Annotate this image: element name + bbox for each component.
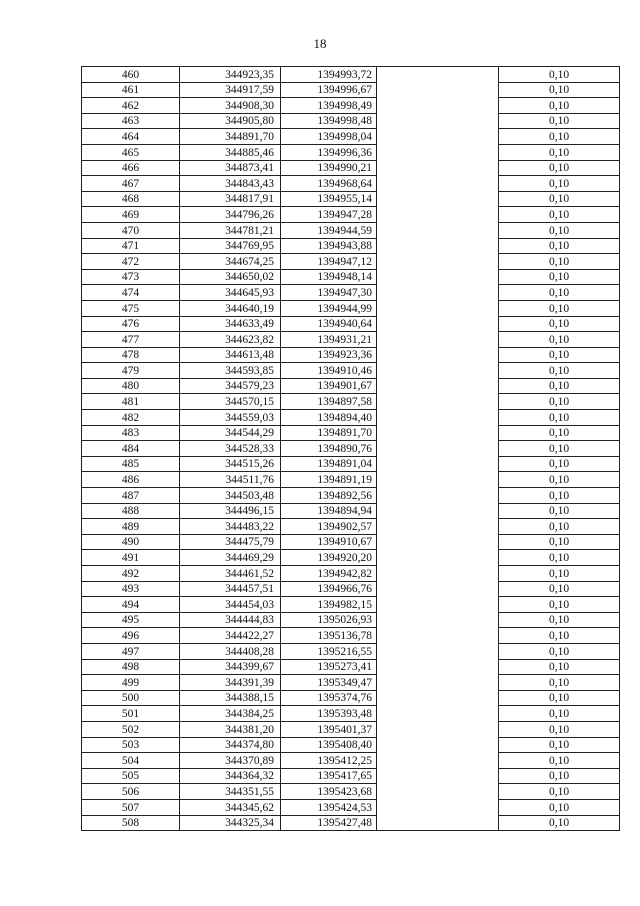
blank-cell bbox=[377, 503, 499, 519]
value-cell: 0,10 bbox=[499, 503, 620, 519]
table-row bbox=[82, 176, 620, 192]
y-coordinate-cell: 1395408,40 bbox=[281, 737, 377, 753]
point-number-cell: 504 bbox=[82, 753, 180, 769]
table-row bbox=[82, 269, 620, 285]
point-number-cell: 491 bbox=[82, 550, 180, 566]
y-coordinate-cell: 1395136,78 bbox=[281, 628, 377, 644]
value-cell: 0,10 bbox=[499, 581, 620, 597]
value-cell: 0,10 bbox=[499, 191, 620, 207]
blank-cell bbox=[377, 815, 499, 831]
blank-cell bbox=[377, 425, 499, 441]
blank-cell bbox=[377, 300, 499, 316]
table-row bbox=[82, 815, 620, 831]
table-row bbox=[82, 67, 620, 83]
value-cell: 0,10 bbox=[499, 394, 620, 410]
point-number-cell: 470 bbox=[82, 222, 180, 238]
point-number-cell: 493 bbox=[82, 581, 180, 597]
point-number-cell: 497 bbox=[82, 643, 180, 659]
y-coordinate-cell: 1394993,72 bbox=[281, 67, 377, 83]
blank-cell bbox=[377, 456, 499, 472]
value-cell: 0,10 bbox=[499, 176, 620, 192]
blank-cell bbox=[377, 612, 499, 628]
value-cell: 0,10 bbox=[499, 378, 620, 394]
table-row bbox=[82, 721, 620, 737]
value-cell: 0,10 bbox=[499, 519, 620, 535]
point-number-cell: 505 bbox=[82, 768, 180, 784]
y-coordinate-cell: 1395412,25 bbox=[281, 753, 377, 769]
value-cell: 0,10 bbox=[499, 144, 620, 160]
value-cell: 0,10 bbox=[499, 721, 620, 737]
value-cell: 0,10 bbox=[499, 566, 620, 582]
x-coordinate-cell: 344399,67 bbox=[180, 659, 281, 675]
x-coordinate-cell: 344388,15 bbox=[180, 690, 281, 706]
y-coordinate-cell: 1394947,12 bbox=[281, 254, 377, 270]
value-cell: 0,10 bbox=[499, 690, 620, 706]
value-cell: 0,10 bbox=[499, 753, 620, 769]
x-coordinate-cell: 344345,62 bbox=[180, 799, 281, 815]
y-coordinate-cell: 1394894,40 bbox=[281, 410, 377, 426]
value-cell: 0,10 bbox=[499, 347, 620, 363]
blank-cell bbox=[377, 753, 499, 769]
point-number-cell: 471 bbox=[82, 238, 180, 254]
y-coordinate-cell: 1394894,94 bbox=[281, 503, 377, 519]
point-number-cell: 478 bbox=[82, 347, 180, 363]
y-coordinate-cell: 1394897,58 bbox=[281, 394, 377, 410]
point-number-cell: 460 bbox=[82, 67, 180, 83]
table-row bbox=[82, 82, 620, 98]
y-coordinate-cell: 1394942,82 bbox=[281, 566, 377, 582]
x-coordinate-cell: 344796,26 bbox=[180, 207, 281, 223]
x-coordinate-cell: 344496,15 bbox=[180, 503, 281, 519]
x-coordinate-cell: 344640,19 bbox=[180, 300, 281, 316]
y-coordinate-cell: 1394910,67 bbox=[281, 534, 377, 550]
value-cell: 0,10 bbox=[499, 768, 620, 784]
value-cell: 0,10 bbox=[499, 488, 620, 504]
x-coordinate-cell: 344370,89 bbox=[180, 753, 281, 769]
blank-cell bbox=[377, 581, 499, 597]
value-cell: 0,10 bbox=[499, 113, 620, 129]
point-number-cell: 506 bbox=[82, 784, 180, 800]
page-number: 18 bbox=[313, 36, 327, 51]
y-coordinate-cell: 1394931,21 bbox=[281, 332, 377, 348]
y-coordinate-cell: 1394998,04 bbox=[281, 129, 377, 145]
y-coordinate-cell: 1394940,64 bbox=[281, 316, 377, 332]
x-coordinate-cell: 344645,93 bbox=[180, 285, 281, 301]
x-coordinate-cell: 344905,80 bbox=[180, 113, 281, 129]
point-number-cell: 479 bbox=[82, 363, 180, 379]
blank-cell bbox=[377, 410, 499, 426]
point-number-cell: 483 bbox=[82, 425, 180, 441]
x-coordinate-cell: 344511,76 bbox=[180, 472, 281, 488]
x-coordinate-cell: 344593,85 bbox=[180, 363, 281, 379]
x-coordinate-cell: 344559,03 bbox=[180, 410, 281, 426]
point-number-cell: 495 bbox=[82, 612, 180, 628]
blank-cell bbox=[377, 378, 499, 394]
x-coordinate-cell: 344623,82 bbox=[180, 332, 281, 348]
y-coordinate-cell: 1394955,14 bbox=[281, 191, 377, 207]
x-coordinate-cell: 344408,28 bbox=[180, 643, 281, 659]
point-number-cell: 477 bbox=[82, 332, 180, 348]
value-cell: 0,10 bbox=[499, 799, 620, 815]
x-coordinate-cell: 344364,32 bbox=[180, 768, 281, 784]
value-cell: 0,10 bbox=[499, 300, 620, 316]
table-row bbox=[82, 425, 620, 441]
value-cell: 0,10 bbox=[499, 534, 620, 550]
table-row bbox=[82, 410, 620, 426]
value-cell: 0,10 bbox=[499, 456, 620, 472]
table-row bbox=[82, 737, 620, 753]
value-cell: 0,10 bbox=[499, 254, 620, 270]
coordinates-table bbox=[81, 66, 620, 831]
y-coordinate-cell: 1394902,57 bbox=[281, 519, 377, 535]
blank-cell bbox=[377, 799, 499, 815]
blank-cell bbox=[377, 643, 499, 659]
blank-cell bbox=[377, 768, 499, 784]
y-coordinate-cell: 1394996,36 bbox=[281, 144, 377, 160]
blank-cell bbox=[377, 254, 499, 270]
point-number-cell: 494 bbox=[82, 597, 180, 613]
y-coordinate-cell: 1394982,15 bbox=[281, 597, 377, 613]
table-row bbox=[82, 799, 620, 815]
table-row bbox=[82, 488, 620, 504]
blank-cell bbox=[377, 207, 499, 223]
point-number-cell: 507 bbox=[82, 799, 180, 815]
point-number-cell: 485 bbox=[82, 456, 180, 472]
value-cell: 0,10 bbox=[499, 737, 620, 753]
x-coordinate-cell: 344843,43 bbox=[180, 176, 281, 192]
table-row bbox=[82, 207, 620, 223]
x-coordinate-cell: 344384,25 bbox=[180, 706, 281, 722]
blank-cell bbox=[377, 129, 499, 145]
table-row bbox=[82, 394, 620, 410]
table-row bbox=[82, 690, 620, 706]
x-coordinate-cell: 344891,70 bbox=[180, 129, 281, 145]
x-coordinate-cell: 344650,02 bbox=[180, 269, 281, 285]
value-cell: 0,10 bbox=[499, 472, 620, 488]
y-coordinate-cell: 1395216,55 bbox=[281, 643, 377, 659]
x-coordinate-cell: 344544,29 bbox=[180, 425, 281, 441]
value-cell: 0,10 bbox=[499, 815, 620, 831]
value-cell: 0,10 bbox=[499, 160, 620, 176]
blank-cell bbox=[377, 363, 499, 379]
blank-cell bbox=[377, 316, 499, 332]
y-coordinate-cell: 1395349,47 bbox=[281, 675, 377, 691]
value-cell: 0,10 bbox=[499, 332, 620, 348]
point-number-cell: 508 bbox=[82, 815, 180, 831]
value-cell: 0,10 bbox=[499, 784, 620, 800]
blank-cell bbox=[377, 628, 499, 644]
table-row bbox=[82, 456, 620, 472]
y-coordinate-cell: 1395424,53 bbox=[281, 799, 377, 815]
x-coordinate-cell: 344633,49 bbox=[180, 316, 281, 332]
point-number-cell: 498 bbox=[82, 659, 180, 675]
x-coordinate-cell: 344374,80 bbox=[180, 737, 281, 753]
y-coordinate-cell: 1395026,93 bbox=[281, 612, 377, 628]
table-row bbox=[82, 300, 620, 316]
table-row bbox=[82, 566, 620, 582]
table-row bbox=[82, 347, 620, 363]
blank-cell bbox=[377, 332, 499, 348]
table-row bbox=[82, 254, 620, 270]
x-coordinate-cell: 344769,95 bbox=[180, 238, 281, 254]
y-coordinate-cell: 1395273,41 bbox=[281, 659, 377, 675]
table-row bbox=[82, 550, 620, 566]
y-coordinate-cell: 1394891,04 bbox=[281, 456, 377, 472]
x-coordinate-cell: 344381,20 bbox=[180, 721, 281, 737]
point-number-cell: 461 bbox=[82, 82, 180, 98]
blank-cell bbox=[377, 519, 499, 535]
point-number-cell: 462 bbox=[82, 98, 180, 114]
point-number-cell: 481 bbox=[82, 394, 180, 410]
value-cell: 0,10 bbox=[499, 659, 620, 675]
y-coordinate-cell: 1394943,88 bbox=[281, 238, 377, 254]
y-coordinate-cell: 1394910,46 bbox=[281, 363, 377, 379]
blank-cell bbox=[377, 160, 499, 176]
table-row bbox=[82, 503, 620, 519]
y-coordinate-cell: 1395393,48 bbox=[281, 706, 377, 722]
x-coordinate-cell: 344351,55 bbox=[180, 784, 281, 800]
x-coordinate-cell: 344917,59 bbox=[180, 82, 281, 98]
x-coordinate-cell: 344391,39 bbox=[180, 675, 281, 691]
point-number-cell: 469 bbox=[82, 207, 180, 223]
blank-cell bbox=[377, 222, 499, 238]
blank-cell bbox=[377, 550, 499, 566]
point-number-cell: 487 bbox=[82, 488, 180, 504]
x-coordinate-cell: 344475,79 bbox=[180, 534, 281, 550]
table-row bbox=[82, 332, 620, 348]
y-coordinate-cell: 1394968,64 bbox=[281, 176, 377, 192]
blank-cell bbox=[377, 238, 499, 254]
y-coordinate-cell: 1394891,19 bbox=[281, 472, 377, 488]
value-cell: 0,10 bbox=[499, 316, 620, 332]
x-coordinate-cell: 344570,15 bbox=[180, 394, 281, 410]
blank-cell bbox=[377, 659, 499, 675]
point-number-cell: 475 bbox=[82, 300, 180, 316]
table-row bbox=[82, 98, 620, 114]
table-row bbox=[82, 581, 620, 597]
value-cell: 0,10 bbox=[499, 285, 620, 301]
point-number-cell: 499 bbox=[82, 675, 180, 691]
point-number-cell: 468 bbox=[82, 191, 180, 207]
coordinates-table-body bbox=[82, 67, 620, 831]
y-coordinate-cell: 1394998,48 bbox=[281, 113, 377, 129]
value-cell: 0,10 bbox=[499, 207, 620, 223]
table-row bbox=[82, 285, 620, 301]
y-coordinate-cell: 1394966,76 bbox=[281, 581, 377, 597]
x-coordinate-cell: 344454,03 bbox=[180, 597, 281, 613]
y-coordinate-cell: 1394944,99 bbox=[281, 300, 377, 316]
point-number-cell: 489 bbox=[82, 519, 180, 535]
value-cell: 0,10 bbox=[499, 67, 620, 83]
blank-cell bbox=[377, 113, 499, 129]
table-row bbox=[82, 597, 620, 613]
blank-cell bbox=[377, 98, 499, 114]
value-cell: 0,10 bbox=[499, 612, 620, 628]
blank-cell bbox=[377, 472, 499, 488]
table-row bbox=[82, 144, 620, 160]
table-row bbox=[82, 784, 620, 800]
point-number-cell: 496 bbox=[82, 628, 180, 644]
table-row bbox=[82, 534, 620, 550]
value-cell: 0,10 bbox=[499, 363, 620, 379]
blank-cell bbox=[377, 347, 499, 363]
point-number-cell: 464 bbox=[82, 129, 180, 145]
table-row bbox=[82, 316, 620, 332]
value-cell: 0,10 bbox=[499, 82, 620, 98]
point-number-cell: 492 bbox=[82, 566, 180, 582]
y-coordinate-cell: 1394990,21 bbox=[281, 160, 377, 176]
x-coordinate-cell: 344908,30 bbox=[180, 98, 281, 114]
blank-cell bbox=[377, 706, 499, 722]
blank-cell bbox=[377, 441, 499, 457]
blank-cell bbox=[377, 690, 499, 706]
point-number-cell: 476 bbox=[82, 316, 180, 332]
y-coordinate-cell: 1395427,48 bbox=[281, 815, 377, 831]
value-cell: 0,10 bbox=[499, 238, 620, 254]
table-row bbox=[82, 441, 620, 457]
x-coordinate-cell: 344873,41 bbox=[180, 160, 281, 176]
x-coordinate-cell: 344469,29 bbox=[180, 550, 281, 566]
y-coordinate-cell: 1394947,28 bbox=[281, 207, 377, 223]
point-number-cell: 465 bbox=[82, 144, 180, 160]
value-cell: 0,10 bbox=[499, 425, 620, 441]
x-coordinate-cell: 344579,23 bbox=[180, 378, 281, 394]
x-coordinate-cell: 344528,33 bbox=[180, 441, 281, 457]
blank-cell bbox=[377, 394, 499, 410]
point-number-cell: 484 bbox=[82, 441, 180, 457]
y-coordinate-cell: 1395417,65 bbox=[281, 768, 377, 784]
table-row bbox=[82, 222, 620, 238]
blank-cell bbox=[377, 675, 499, 691]
x-coordinate-cell: 344457,51 bbox=[180, 581, 281, 597]
value-cell: 0,10 bbox=[499, 98, 620, 114]
blank-cell bbox=[377, 784, 499, 800]
x-coordinate-cell: 344461,52 bbox=[180, 566, 281, 582]
x-coordinate-cell: 344422,27 bbox=[180, 628, 281, 644]
y-coordinate-cell: 1394891,70 bbox=[281, 425, 377, 441]
table-row bbox=[82, 472, 620, 488]
y-coordinate-cell: 1395401,37 bbox=[281, 721, 377, 737]
x-coordinate-cell: 344674,25 bbox=[180, 254, 281, 270]
table-row bbox=[82, 191, 620, 207]
table-row bbox=[82, 768, 620, 784]
blank-cell bbox=[377, 597, 499, 613]
y-coordinate-cell: 1394996,67 bbox=[281, 82, 377, 98]
blank-cell bbox=[377, 566, 499, 582]
blank-cell bbox=[377, 144, 499, 160]
table-row bbox=[82, 659, 620, 675]
table-row bbox=[82, 363, 620, 379]
value-cell: 0,10 bbox=[499, 628, 620, 644]
point-number-cell: 482 bbox=[82, 410, 180, 426]
y-coordinate-cell: 1394923,36 bbox=[281, 347, 377, 363]
x-coordinate-cell: 344817,91 bbox=[180, 191, 281, 207]
y-coordinate-cell: 1394892,56 bbox=[281, 488, 377, 504]
x-coordinate-cell: 344613,48 bbox=[180, 347, 281, 363]
x-coordinate-cell: 344781,21 bbox=[180, 222, 281, 238]
point-number-cell: 501 bbox=[82, 706, 180, 722]
value-cell: 0,10 bbox=[499, 129, 620, 145]
x-coordinate-cell: 344483,22 bbox=[180, 519, 281, 535]
y-coordinate-cell: 1394948,14 bbox=[281, 269, 377, 285]
point-number-cell: 500 bbox=[82, 690, 180, 706]
point-number-cell: 463 bbox=[82, 113, 180, 129]
value-cell: 0,10 bbox=[499, 222, 620, 238]
value-cell: 0,10 bbox=[499, 441, 620, 457]
y-coordinate-cell: 1395423,68 bbox=[281, 784, 377, 800]
y-coordinate-cell: 1394901,67 bbox=[281, 378, 377, 394]
blank-cell bbox=[377, 534, 499, 550]
y-coordinate-cell: 1395374,76 bbox=[281, 690, 377, 706]
point-number-cell: 490 bbox=[82, 534, 180, 550]
blank-cell bbox=[377, 191, 499, 207]
table-row bbox=[82, 378, 620, 394]
x-coordinate-cell: 344325,34 bbox=[180, 815, 281, 831]
value-cell: 0,10 bbox=[499, 269, 620, 285]
value-cell: 0,10 bbox=[499, 410, 620, 426]
table-row bbox=[82, 519, 620, 535]
table-row bbox=[82, 612, 620, 628]
table-row bbox=[82, 675, 620, 691]
blank-cell bbox=[377, 737, 499, 753]
blank-cell bbox=[377, 721, 499, 737]
y-coordinate-cell: 1394890,76 bbox=[281, 441, 377, 457]
y-coordinate-cell: 1394920,20 bbox=[281, 550, 377, 566]
x-coordinate-cell: 344515,26 bbox=[180, 456, 281, 472]
blank-cell bbox=[377, 269, 499, 285]
value-cell: 0,10 bbox=[499, 706, 620, 722]
value-cell: 0,10 bbox=[499, 675, 620, 691]
value-cell: 0,10 bbox=[499, 550, 620, 566]
point-number-cell: 503 bbox=[82, 737, 180, 753]
table-row bbox=[82, 129, 620, 145]
table-row bbox=[82, 238, 620, 254]
y-coordinate-cell: 1394947,30 bbox=[281, 285, 377, 301]
point-number-cell: 474 bbox=[82, 285, 180, 301]
blank-cell bbox=[377, 82, 499, 98]
point-number-cell: 486 bbox=[82, 472, 180, 488]
table-row bbox=[82, 706, 620, 722]
value-cell: 0,10 bbox=[499, 643, 620, 659]
blank-cell bbox=[377, 285, 499, 301]
x-coordinate-cell: 344503,48 bbox=[180, 488, 281, 504]
point-number-cell: 466 bbox=[82, 160, 180, 176]
table-row bbox=[82, 643, 620, 659]
point-number-cell: 480 bbox=[82, 378, 180, 394]
point-number-cell: 473 bbox=[82, 269, 180, 285]
y-coordinate-cell: 1394944,59 bbox=[281, 222, 377, 238]
table-row bbox=[82, 753, 620, 769]
table-row bbox=[82, 160, 620, 176]
value-cell: 0,10 bbox=[499, 597, 620, 613]
x-coordinate-cell: 344885,46 bbox=[180, 144, 281, 160]
table-row bbox=[82, 628, 620, 644]
point-number-cell: 502 bbox=[82, 721, 180, 737]
x-coordinate-cell: 344923,35 bbox=[180, 67, 281, 83]
blank-cell bbox=[377, 67, 499, 83]
point-number-cell: 467 bbox=[82, 176, 180, 192]
x-coordinate-cell: 344444,83 bbox=[180, 612, 281, 628]
point-number-cell: 472 bbox=[82, 254, 180, 270]
blank-cell bbox=[377, 488, 499, 504]
point-number-cell: 488 bbox=[82, 503, 180, 519]
table-row bbox=[82, 113, 620, 129]
y-coordinate-cell: 1394998,49 bbox=[281, 98, 377, 114]
blank-cell bbox=[377, 176, 499, 192]
